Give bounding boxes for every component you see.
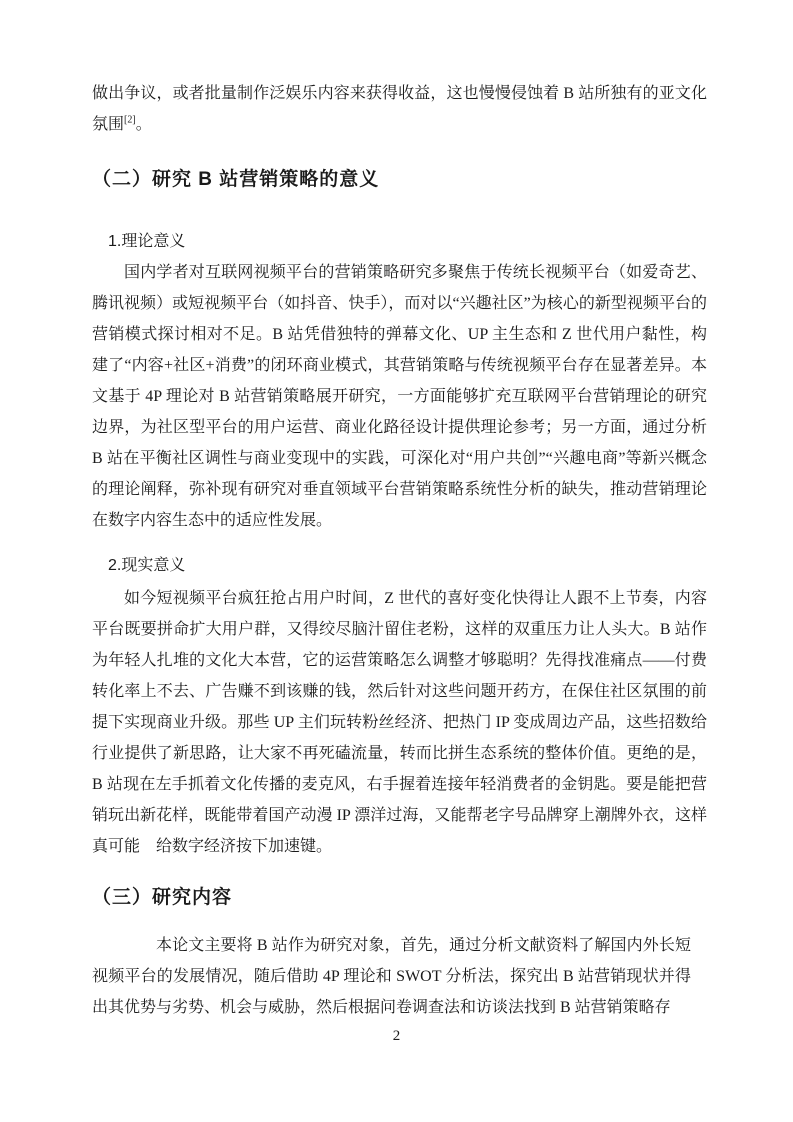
paragraph-practical-significance: 如今短视频平台疯狂抢占用户时间，Z 世代的喜好变化快得让人跟不上节奏，内容平台既要拼命扩大用户群，又得绞尽脑汁留住老粉，这样的双重压力让人头大。B 站作为年轻人扎堆的文化大本营，它的运营策略怎么调整才够聪明？先得找准痛点——付费转化率上不去、广告赚不到该赚的钱，然后针对这些问题开药方，在保住社区氛围的前提下实现商业升级。那些 UP 主们玩转粉丝经济、把热门 IP 变成周边产品，这些招数给行业提供了新思路，让大家不再死磕流量，转而比拼生态系统的整体价值。更绝的是，B 站现在左手抓着文化传播的麦克风，右手握着连接年轻消费者的金钥匙。要是能把营销玩出新花样，既能带着国产动漫 IP 漂洋过海，又能帮老字号品牌穿上潮牌外衣，这样真可能 给数字经济按下加速键。 [92,590,707,855]
page-number: 2 [392,1028,401,1044]
subsection-label-practical: 2.现实意义 [108,557,186,574]
paragraph-theoretical-significance: 国内学者对互联网视频平台的营销策略研究多聚焦于传统长视频平台（如爱奇艺、腾讯视频）或短视频平台（如抖音、快手），而对以“兴趣社区”为核心的新型视频平台的营销模式探讨相对不足。B 站凭借独特的弹幕文化、UP 主生态和 Z 世代用户黏性，构建了“内容+社区+消费”的闭环商业模式，其营销策略与传统视频平台存在显著差异。本文基于 4P 理论对 B 站营销策略展开研究，一方面能够扩充互联网平台营销理论的研究边界，为社区型平台的用户运营、商业化路径设计提供理论参考；另一方面，通过分析 B 站在平衡社区调性与商业变现中的实践，可深化对“用户共创”“兴趣电商”等新兴概念的理论阐释，弥补现有研究对垂直领域平台营销策略系统性分析的缺失，推动营销理论在数字内容生态中的适应性发展。 [92,264,707,529]
section-heading-research-content: （三）研究内容 [92,887,233,908]
intro-text: 做出争议，或者批量制作泛娱乐内容来获得收益，这也慢慢侵蚀着 B 站所独有的亚文化氛围 [92,85,707,133]
section-heading-significance: （二）研究 B 站营销策略的意义 [92,169,380,190]
footnote-ref-2: [2] [124,114,136,126]
intro-continuation-paragraph [92,78,707,140]
intro-text-end: 。 [135,116,152,133]
subsection-label-theoretical: 1.理论意义 [108,233,186,250]
paragraph-research-content: 本论文主要将 B 站作为研究对象，首先，通过分析文献资料了解国内外长短视频平台的发展情况，随后借助 4P 理论和 SWOT 分析法，探究出 B 站营销现状并得出其优势与劣势、机会与威胁，然后根据问卷调查法和访谈法找到 B 站营销策略存 [92,937,691,1016]
